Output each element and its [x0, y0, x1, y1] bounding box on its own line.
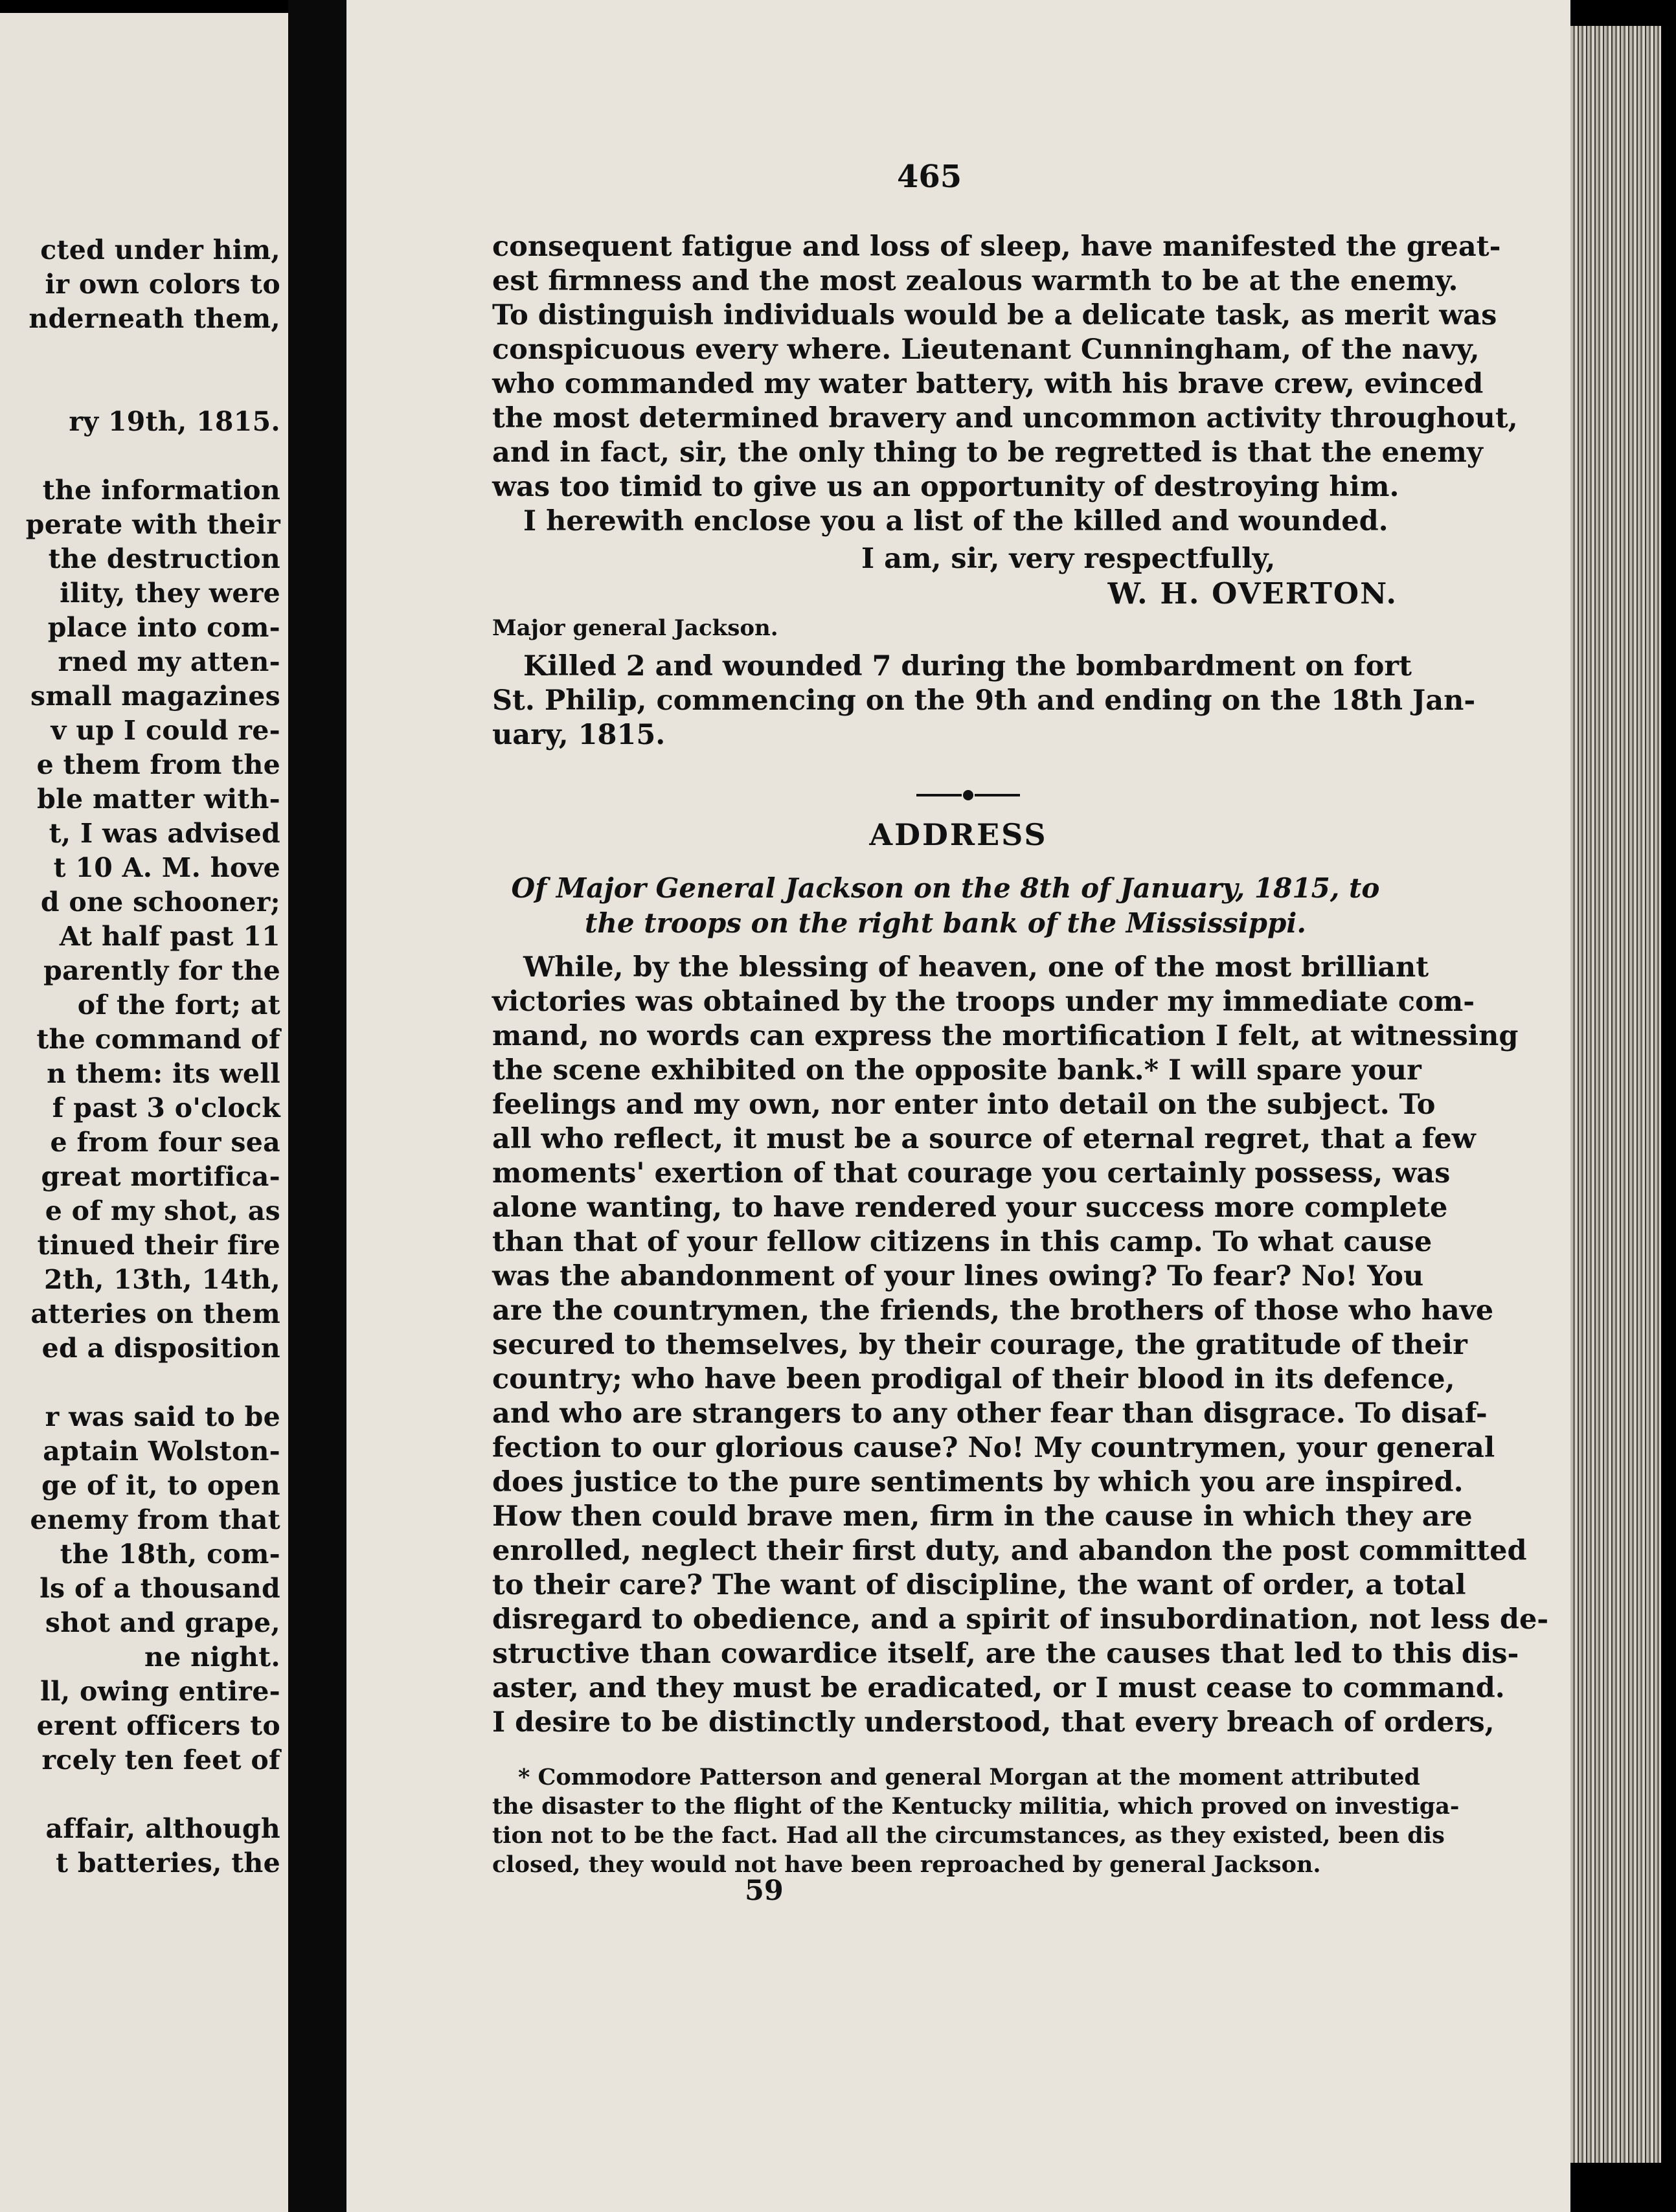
text-line: aster, and they must be eradicated, or I must cease to command.	[492, 1672, 1505, 1704]
left-page-line: nderneath them,	[28, 303, 280, 334]
text-line: I desire to be distinctly understood, that every breach of orders,	[492, 1706, 1495, 1739]
left-page-line: the command of	[36, 1024, 280, 1055]
text-line: uary, 1815.	[492, 719, 666, 751]
left-page-line: d one schooner;	[40, 886, 280, 918]
left-page-line	[0, 1366, 280, 1400]
text-line: While, by the blessing of heaven, one of the most brilliant	[523, 951, 1429, 984]
section-title	[0, 817, 1676, 852]
left-page-line: perate with their	[25, 509, 280, 540]
footnote	[492, 1763, 1460, 1879]
letter-addressee: Major general Jackson.	[492, 615, 778, 641]
text-line: moments' exertion of that courage you certainly possess, was	[492, 1157, 1451, 1190]
left-page-line	[0, 1778, 280, 1812]
address-text	[492, 951, 1549, 1740]
left-page-line: ls of a thousand	[40, 1573, 280, 1604]
left-page-line: ility, they were	[60, 578, 280, 609]
left-page-line: rned my atten-	[58, 646, 280, 677]
left-page-line: affair, although	[45, 1813, 280, 1844]
text-line: mand, no words can express the mortification I felt, at witnessing	[492, 1020, 1519, 1052]
left-page-line: the 18th, com-	[60, 1539, 280, 1570]
section-subtitle: Of Major General Jackson on the 8th of January, 1815, to the troops on the right bank of the Mississippi.	[511, 872, 1380, 939]
letter-closing: I am, sir, very respectfully,	[861, 543, 1276, 575]
text-line: structive than cowardice itself, are the causes that led to this dis-	[492, 1638, 1519, 1670]
text-line: was the abandonment of your lines owing? To fear? No! You	[492, 1260, 1424, 1292]
footnote-line: the disaster to the flight of the Kentucky militia, which proved on investiga-	[492, 1793, 1460, 1820]
left-page-line	[0, 370, 280, 405]
text-line: I herewith enclose you a list of the killed and wounded.	[523, 505, 1388, 537]
left-page-line	[0, 336, 280, 370]
text-line: St. Philip, commencing on the 9th and ending on the 18th Jan-	[492, 684, 1476, 717]
text-line: the scene exhibited on the opposite bank.* I will spare your	[492, 1054, 1421, 1087]
left-page-line: rcely ten feet of	[41, 1744, 280, 1776]
left-page-line: atteries on them	[30, 1298, 280, 1329]
report-text	[492, 230, 1518, 539]
text-line: country; who have been prodigal of their blood in its defence,	[492, 1363, 1455, 1395]
left-page-line: 2th, 13th, 14th,	[43, 1264, 280, 1295]
left-page-line: great mortifica-	[41, 1161, 280, 1192]
left-page-line: place into com-	[47, 612, 280, 643]
left-page-line: At half past 11	[59, 921, 280, 952]
left-page-line: f past 3 o'clock	[52, 1092, 280, 1123]
left-page-line: enemy from that	[30, 1504, 280, 1535]
book-gutter	[288, 0, 346, 2212]
text-line: consequent fatigue and loss of sleep, have manifested the great-	[492, 231, 1501, 263]
text-line: and who are strangers to any other fear than disgrace. To disaf-	[492, 1397, 1488, 1430]
text-line: victories was obtained by the troops under my immediate com-	[492, 986, 1475, 1018]
left-page-line: ne night.	[144, 1642, 280, 1673]
text-line: alone wanting, to have rendered your success more complete	[492, 1191, 1448, 1224]
text-line: are the countrymen, the friends, the brothers of those who have	[492, 1294, 1494, 1327]
text-line: conspicuous every where. Lieutenant Cunningham, of the navy,	[492, 333, 1480, 366]
left-page-line: ed a disposition	[41, 1333, 280, 1364]
page-edges	[1570, 26, 1661, 2163]
left-page-line: shot and grape,	[45, 1607, 280, 1638]
section-divider	[916, 790, 1020, 800]
left-page-line: v up I could re-	[51, 715, 280, 746]
text-line: the most determined bravery and uncommon activity throughout,	[492, 402, 1518, 435]
text-line: enrolled, neglect their first duty, and abandon the post committed	[492, 1535, 1527, 1567]
left-page-line: ble matter with-	[37, 784, 280, 815]
left-page-line: e from four sea	[50, 1127, 280, 1158]
left-page-line: erent officers to	[36, 1710, 280, 1741]
left-page-text	[0, 233, 280, 1880]
left-page-line: the destruction	[48, 543, 280, 574]
left-page-line: ir own colors to	[45, 269, 280, 300]
section-title-text: ADDRESS	[869, 817, 1048, 852]
text-line: feelings and my own, nor enter into detail on the subject. To	[492, 1089, 1436, 1121]
footnote-line: closed, they would not have been reproached by general Jackson.	[492, 1851, 1321, 1878]
footnote-line: * Commodore Patterson and general Morgan at the moment attributed	[518, 1764, 1420, 1790]
letter-signature: W. H. OVERTON.	[1107, 576, 1398, 611]
left-page-line: ll, owing entire-	[40, 1676, 280, 1707]
text-line: and in fact, sir, the only thing to be regretted is that the enemy	[492, 436, 1483, 469]
text-line: How then could brave men, firm in the cause in which they are	[492, 1500, 1473, 1533]
text-line: To distinguish individuals would be a delicate task, as merit was	[492, 299, 1497, 332]
left-page-line: small magazines	[30, 681, 280, 712]
left-page-line: e them from the	[36, 749, 280, 780]
left-page-line: cted under him,	[40, 234, 280, 265]
signature-mark: 59	[745, 1875, 784, 1907]
text-line: fection to our glorious cause? No! My countrymen, your general	[492, 1432, 1495, 1464]
text-line: disregard to obedience, and a spirit of insubordination, not less de-	[492, 1603, 1549, 1636]
page-number: 465	[897, 159, 962, 195]
left-page-line: parently for the	[43, 955, 280, 986]
text-line: Killed 2 and wounded 7 during the bombardment on fort	[523, 650, 1412, 683]
casualty-note	[492, 649, 1476, 752]
left-page-line: ge of it, to open	[41, 1470, 280, 1501]
text-line: all who reflect, it must be a source of eternal regret, that a few	[492, 1123, 1476, 1155]
left-page-line: t, I was advised	[49, 818, 280, 849]
left-page-line	[0, 439, 280, 473]
left-page-line: of the fort; at	[77, 989, 280, 1021]
text-line: est firmness and the most zealous warmth to be at the enemy.	[492, 265, 1458, 297]
left-page-line: t 10 A. M. hove	[53, 852, 280, 883]
text-line: who commanded my water battery, with his brave crew, evinced	[492, 368, 1484, 400]
text-line: was too timid to give us an opportunity of destroying him.	[492, 471, 1399, 503]
left-page-line: t batteries, the	[56, 1847, 280, 1879]
text-line: to their care? The want of discipline, the want of order, a total	[492, 1569, 1466, 1601]
footnote-line: tion not to be the fact. Had all the circumstances, as they existed, been dis	[492, 1822, 1445, 1849]
left-page-line: r was said to be	[45, 1401, 280, 1432]
text-line: does justice to the pure sentiments by which you are inspired.	[492, 1466, 1464, 1498]
text-line: than that of your fellow citizens in this camp. To what cause	[492, 1226, 1433, 1258]
left-page-line: aptain Wolston-	[43, 1436, 280, 1467]
left-page-line: e of my shot, as	[45, 1195, 280, 1226]
left-page	[0, 13, 288, 2212]
left-page-line: ry 19th, 1815.	[69, 406, 280, 437]
left-page-line: the information	[42, 475, 280, 506]
text-line: secured to themselves, by their courage, the gratitude of their	[492, 1329, 1467, 1361]
left-page-line: n them: its well	[47, 1058, 280, 1089]
left-page-line: tinued their fire	[37, 1230, 280, 1261]
